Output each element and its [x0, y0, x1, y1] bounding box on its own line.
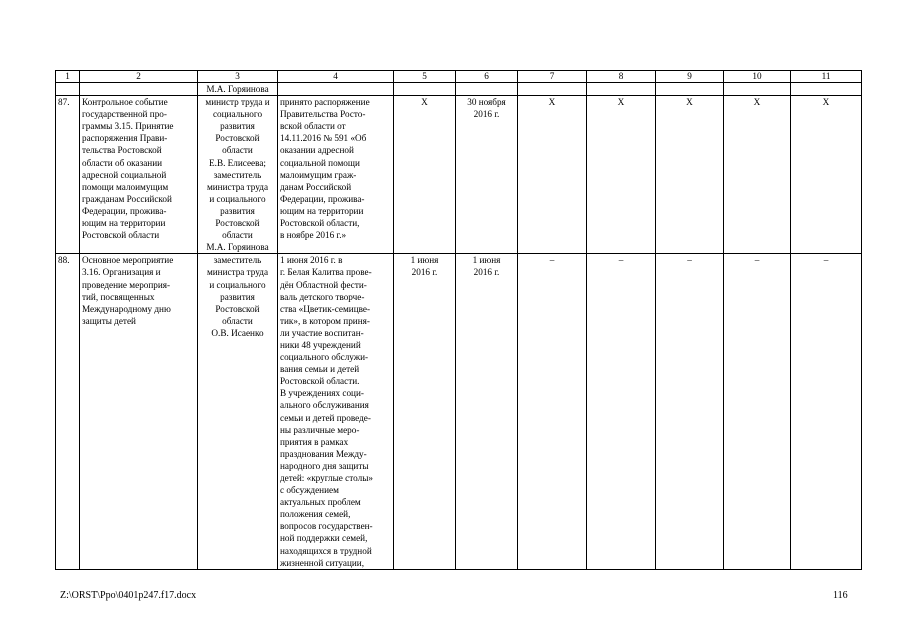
text-line: области [222, 315, 253, 326]
header-cell: 8 [587, 71, 656, 83]
text-line: 1 июня 2016 г. в [280, 255, 343, 266]
text-line: социальной помощи [280, 157, 360, 168]
text-line: ли участие воспитан- [280, 327, 364, 338]
footer-file-path: Z:\ORST\Ppo\0401p247.f17.docx [60, 590, 197, 601]
row-number: 88. [56, 254, 80, 569]
text-line: Международному дню [82, 303, 171, 314]
col8-cell: – [587, 254, 656, 569]
col9-cell: – [656, 254, 724, 569]
col11-cell: Х [791, 96, 862, 254]
responsible-cell [198, 254, 278, 569]
text-line: и социального [209, 279, 266, 290]
text-line: Ростовской [215, 303, 260, 314]
header-cell: 4 [278, 71, 394, 83]
text-line: ального обслуживания [280, 400, 369, 411]
text-line: вания семьи и детей [280, 364, 360, 375]
text-line: помощи малоимущим [82, 181, 169, 192]
continuation-row [56, 83, 862, 96]
text-line: адресной социальной [82, 169, 167, 180]
text-line: вской области от [280, 121, 346, 132]
text-line: ной поддержки семей, [280, 533, 368, 544]
col9-cell: Х [656, 96, 724, 254]
planned-start-cell [394, 254, 456, 569]
header-cell: 5 [394, 71, 456, 83]
col10-cell: – [724, 254, 791, 569]
text-line: Правительства Росто- [280, 109, 366, 120]
col10-cell: Х [724, 96, 791, 254]
text-line: министра труда [206, 181, 269, 192]
text-line: 30 ноября [467, 97, 506, 108]
header-cell: 7 [518, 71, 587, 83]
text-line: ства «Цветик-семицве- [280, 303, 371, 314]
result-cell [278, 96, 394, 254]
text-line: народного дня защиты [280, 460, 369, 471]
col11-cell: – [791, 254, 862, 569]
event-cell [80, 254, 198, 569]
col7-cell: Х [518, 96, 587, 254]
text-line: области [222, 230, 253, 241]
text-line: министр труда и [205, 97, 270, 108]
text-line: 1 июня [472, 255, 501, 266]
table-body [56, 96, 862, 570]
text-line: социального обслужи- [280, 352, 369, 363]
header-cell: 1 [56, 71, 80, 83]
text-line: социального [212, 109, 263, 120]
page-number: 116 [833, 590, 848, 601]
text-line: ники 48 учреждений [280, 339, 361, 350]
text-line: О.В. Исаенко [211, 327, 264, 338]
text-line: 1 июня [410, 255, 439, 266]
header-cell: 9 [656, 71, 724, 83]
planned-start-cell: Х [394, 96, 456, 254]
text-line: проведение мероприя- [82, 279, 171, 290]
col7-cell: – [518, 254, 587, 569]
text-line: семьи и детей проведе- [280, 412, 371, 423]
text-line: жизненной ситуации, [280, 557, 365, 568]
text-line: малоимущим граж- [280, 169, 357, 180]
text-line: граммы 3.15. Принятие [82, 121, 174, 132]
responsible-cell [198, 96, 278, 254]
text-line: Федерации, прожива- [82, 205, 167, 216]
text-line: 3.16. Организация и [82, 267, 161, 278]
text-line: Основное мероприятие [82, 255, 174, 266]
text-line: развития [220, 291, 255, 302]
text-line: распоряжения Прави- [82, 133, 168, 144]
text-line: заместитель [213, 255, 262, 266]
text-line: валь детского творче- [280, 291, 365, 302]
table-row [56, 96, 862, 254]
text-line: заместитель [213, 169, 262, 180]
text-line: Контрольное событие [82, 97, 168, 108]
row-number: 87. [56, 96, 80, 254]
actual-date-cell [456, 254, 518, 569]
text-line: детей: «круглые столы» [280, 473, 373, 483]
document-table [55, 70, 862, 570]
text-line: в ноябре 2016 г.» [280, 230, 347, 241]
text-line: развития [220, 205, 255, 216]
text-line: министра труда [206, 267, 269, 278]
text-line: и социального [209, 193, 266, 204]
text-line: находящихся в трудной [280, 545, 372, 556]
text-line: В учреждениях соци- [280, 388, 364, 399]
result-cell [278, 254, 394, 569]
text-line: Ростовской [215, 133, 260, 144]
text-line: празднования Между- [280, 448, 367, 459]
actual-date-cell [456, 96, 518, 254]
text-line: данам Российской [280, 181, 352, 192]
text-line: ющим на территории [280, 205, 364, 216]
text-line: Ростовской области. [280, 376, 360, 387]
text-line: Ростовской [215, 218, 260, 229]
text-line: государственной про- [82, 109, 167, 120]
table-row [56, 254, 862, 569]
text-line: ющим на территории [82, 218, 166, 229]
header-row [56, 71, 862, 83]
text-line: 2016 г. [473, 109, 500, 120]
text-line: ны различные меро- [280, 424, 360, 435]
header-cell: 2 [80, 71, 198, 83]
text-line: Федерации, прожива- [280, 193, 365, 204]
header-cell: 10 [724, 71, 791, 83]
header-cell: 6 [456, 71, 518, 83]
text-line: положения семей, [280, 509, 351, 520]
text-line: вопросов государствен- [280, 521, 373, 532]
text-line: тельства Ростовской [82, 145, 162, 156]
header-cell: 3 [198, 71, 278, 83]
text-line: гражданам Российской [82, 193, 172, 204]
text-line: М.А. Горяинова [206, 242, 269, 253]
header-cell: 11 [791, 71, 862, 83]
text-line: Е.В. Елисеева; [209, 157, 266, 168]
text-line: приятия в рамках [280, 436, 349, 447]
text-line: области об оказании [82, 157, 163, 168]
text-line: Ростовской области, [280, 218, 360, 229]
text-line: тик», в котором приня- [280, 315, 370, 326]
col8-cell: Х [587, 96, 656, 254]
text-line: оказании адресной [280, 145, 354, 156]
text-line: 14.11.2016 № 591 «Об [280, 133, 367, 144]
text-line: 2016 г. [473, 267, 500, 278]
text-line: актуальных проблем [280, 497, 361, 508]
text-line: с обсуждением [280, 485, 339, 496]
text-line: тий, посвященных [82, 291, 155, 302]
text-line: принято распоряжение [280, 97, 370, 108]
text-line: развития [220, 121, 255, 132]
text-line: защиты детей [82, 315, 136, 326]
text-line: г. Белая Калитва прове- [280, 267, 372, 278]
text-line: Ростовской области [82, 230, 160, 241]
text-line: дён Областной фести- [280, 279, 367, 290]
text-line: 2016 г. [411, 267, 438, 278]
continuation-responsible: М.А. Горяинова [198, 83, 278, 96]
text-line: области [222, 145, 253, 156]
event-cell [80, 96, 198, 254]
